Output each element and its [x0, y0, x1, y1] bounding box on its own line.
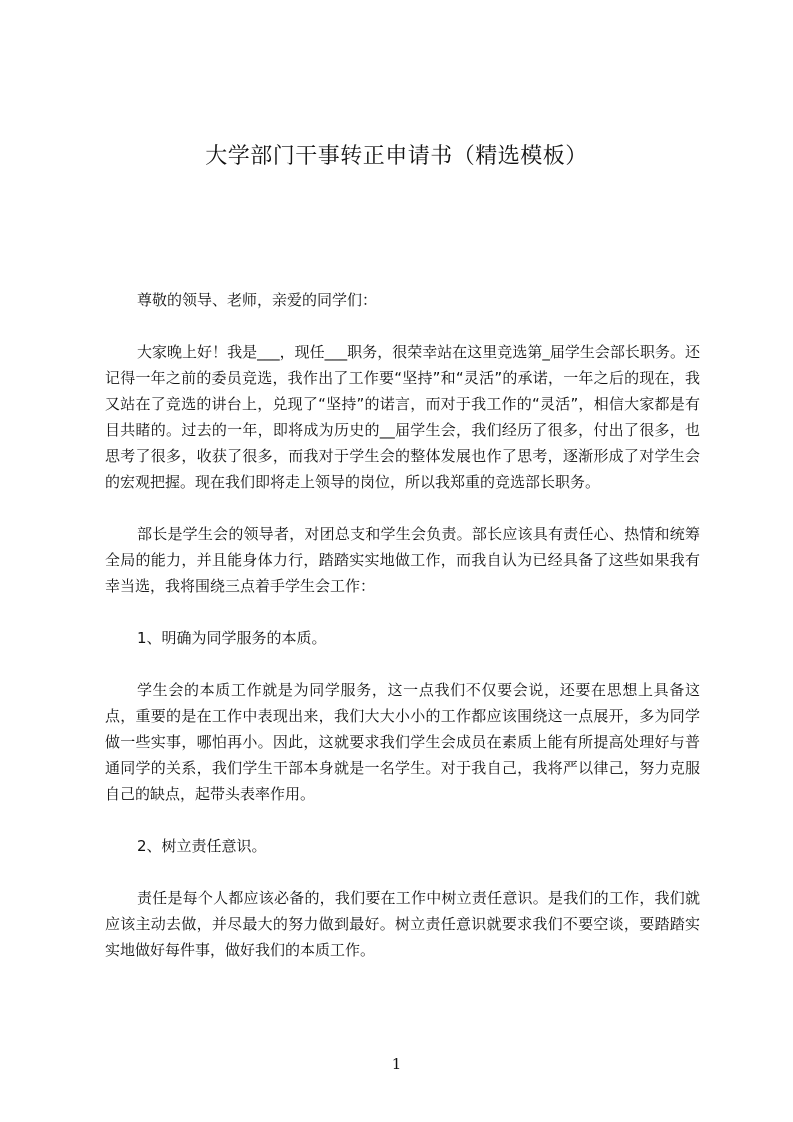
body-paragraph: 责任是每个人都应该必备的，我们要在工作中树立责任意识。是我们的工作，我们就应该主动去做，并尽最大的努力做到最好。树立责任意识就要求我们不要空谈，要踏踏实实地做好每件事，做好我们的本质工作。 — [105, 889, 700, 959]
section-heading: 1、明确为同学服务的本质。 — [137, 629, 327, 647]
body-paragraph: 大家晚上好！我是___，现任___职务，很荣幸站在这里竞选第_届学生会部长职务。还记得一年之前的委员竞选，我作出了工作要“坚持”和“灵活”的承诺，一年之后的现在，我又站在了竞选的讲台上，兑现了“坚持”的诺言，而对于我工作的“灵活”，相信大家都是有目共睹的。过去的一年，即将成为历史的__届学生会，我们经历了很多，付出了很多，也思考了很多，收获了很多，而我对于学生会的整体发展也作了思考，逐渐形成了对学生会的宏观把握。现在我们即将走上领导的岗位，所以我郑重的竞选部长职务。 — [105, 343, 700, 491]
body-paragraph: 学生会的本质工作就是为同学服务，这一点我们不仅要会说，还要在思想上具备这点，重要的是在工作中表现出来，我们大大小小的工作都应该围绕这一点展开，多为同学做一些实事，哪怕再小。因此，这就要求我们学生会成员在素质上能有所提高处理好与普通同学的关系，我们学生干部本身就是一名学生。对于我自己，我将严以律己，努力克服自己的缺点，起带头表率作用。 — [105, 681, 700, 803]
body-paragraph: 部长是学生会的领导者，对团总支和学生会负责。部长应该具有责任心、热情和统筹全局的能力，并且能身体力行，踏踏实实地做工作，而我自认为已经具备了这些如果我有幸当选，我将围绕三点着手学生会工作： — [105, 525, 700, 595]
document-body — [105, 287, 700, 989]
page-number: 1 — [391, 1055, 402, 1073]
salutation-paragraph: 尊敬的领导、老师，亲爱的同学们： — [137, 291, 378, 309]
document-title: 大学部门干事转正申请书（精选模板） — [205, 144, 588, 169]
section-heading: 2、树立责任意识。 — [137, 837, 267, 855]
